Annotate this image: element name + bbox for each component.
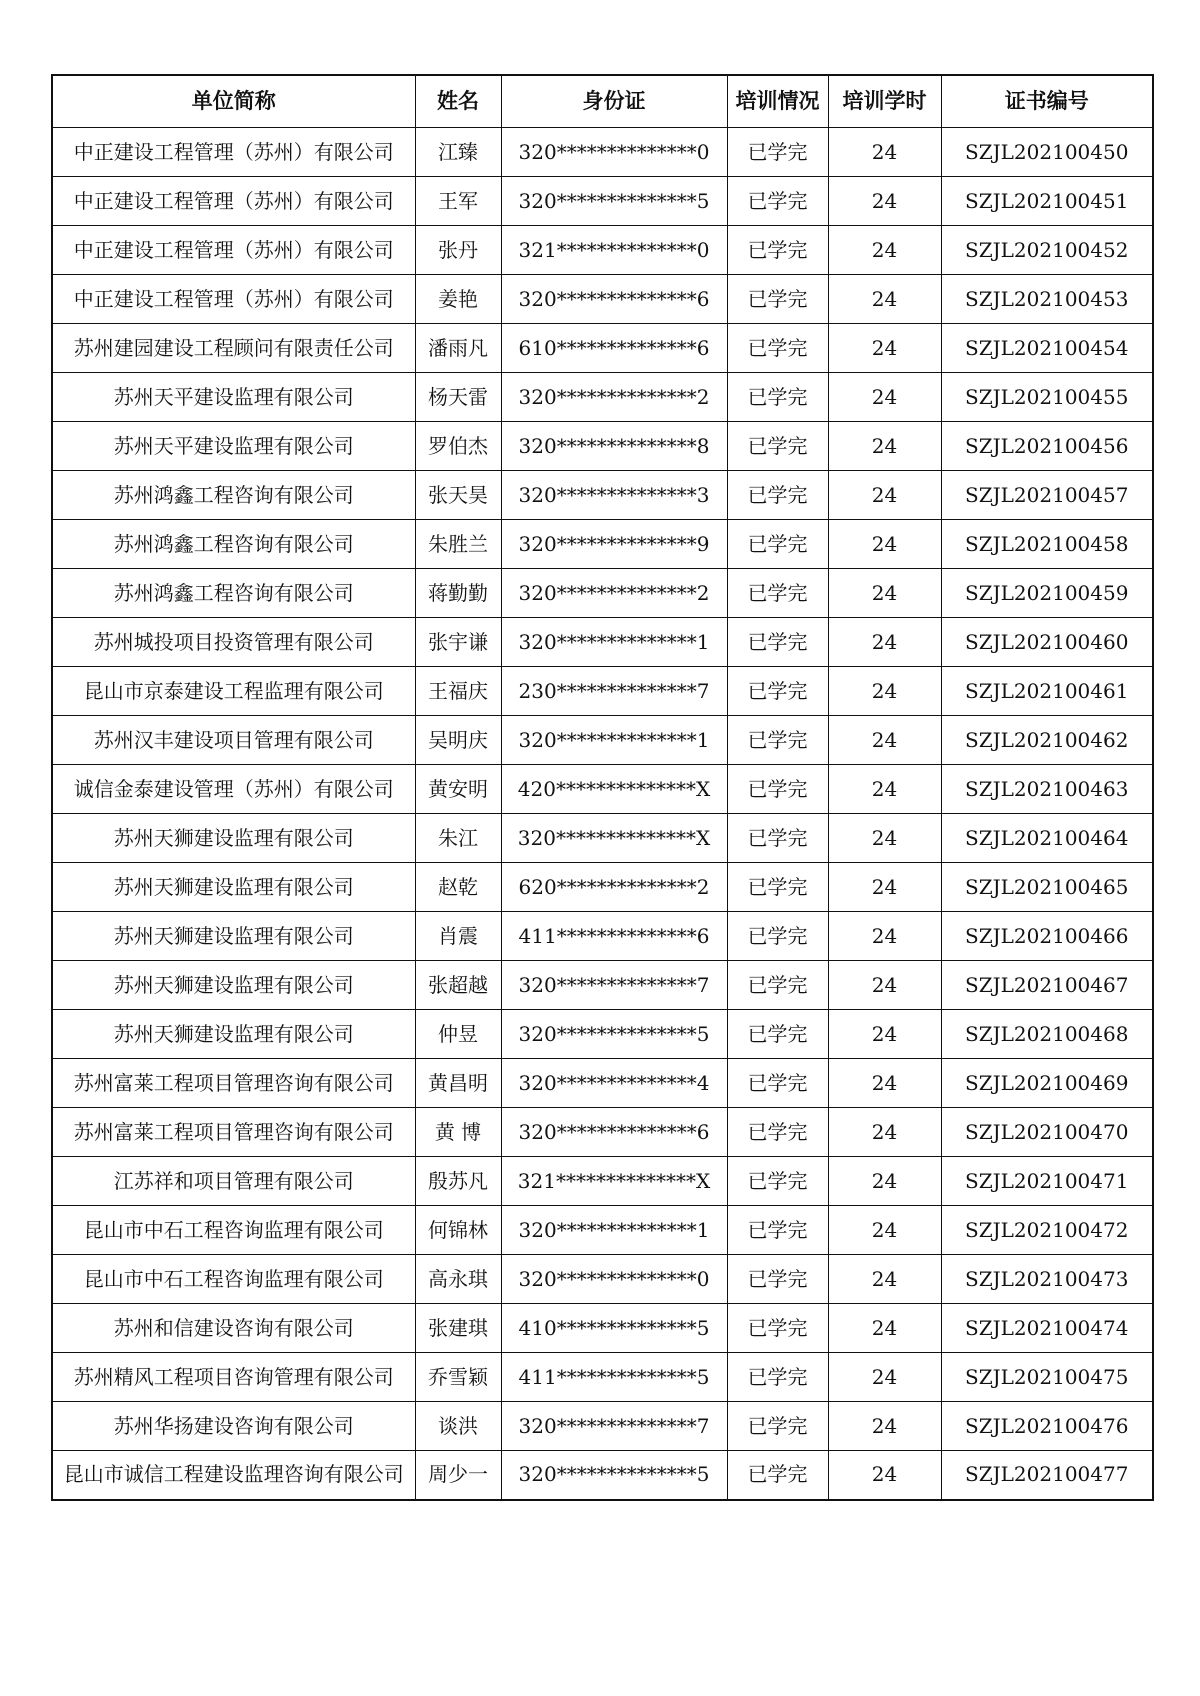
id-number-cell: 411**************6 <box>501 912 727 961</box>
id-number-cell: 320**************2 <box>501 569 727 618</box>
training-hours-cell: 24 <box>828 324 941 373</box>
training-status-cell: 已学完 <box>727 1402 828 1451</box>
certificate-number-cell: SZJL202100453 <box>941 275 1153 324</box>
name-cell: 吴明庆 <box>415 716 501 765</box>
training-roster-table <box>51 74 1154 1501</box>
certificate-number-cell: SZJL202100463 <box>941 765 1153 814</box>
company-cell: 昆山市中石工程咨询监理有限公司 <box>52 1255 415 1304</box>
training-hours-cell: 24 <box>828 814 941 863</box>
header-name: 姓名 <box>415 75 501 128</box>
id-number-cell: 230**************7 <box>501 667 727 716</box>
table-row <box>52 863 1153 912</box>
training-status-cell: 已学完 <box>727 1451 828 1500</box>
training-status-cell: 已学完 <box>727 667 828 716</box>
training-hours-cell: 24 <box>828 373 941 422</box>
header-row <box>52 75 1153 128</box>
company-cell: 苏州鸿鑫工程咨询有限公司 <box>52 520 415 569</box>
id-number-cell: 320**************0 <box>501 128 727 177</box>
certificate-number-cell: SZJL202100452 <box>941 226 1153 275</box>
training-hours-cell: 24 <box>828 1157 941 1206</box>
name-cell: 乔雪颖 <box>415 1353 501 1402</box>
certificate-number-cell: SZJL202100455 <box>941 373 1153 422</box>
training-hours-cell: 24 <box>828 1108 941 1157</box>
training-hours-cell: 24 <box>828 226 941 275</box>
name-cell: 张天昊 <box>415 471 501 520</box>
id-number-cell: 320**************5 <box>501 1451 727 1500</box>
training-status-cell: 已学完 <box>727 275 828 324</box>
company-cell: 苏州天平建设监理有限公司 <box>52 422 415 471</box>
table-row <box>52 422 1153 471</box>
training-status-cell: 已学完 <box>727 128 828 177</box>
training-status-cell: 已学完 <box>727 618 828 667</box>
name-cell: 江臻 <box>415 128 501 177</box>
training-hours-cell: 24 <box>828 1206 941 1255</box>
table-row <box>52 667 1153 716</box>
training-hours-cell: 24 <box>828 618 941 667</box>
training-hours-cell: 24 <box>828 1353 941 1402</box>
company-cell: 苏州天狮建设监理有限公司 <box>52 961 415 1010</box>
name-cell: 蒋勤勤 <box>415 569 501 618</box>
training-hours-cell: 24 <box>828 765 941 814</box>
certificate-number-cell: SZJL202100468 <box>941 1010 1153 1059</box>
training-status-cell: 已学完 <box>727 422 828 471</box>
certificate-number-cell: SZJL202100457 <box>941 471 1153 520</box>
name-cell: 殷苏凡 <box>415 1157 501 1206</box>
training-hours-cell: 24 <box>828 961 941 1010</box>
table-row <box>52 1206 1153 1255</box>
table-row <box>52 1059 1153 1108</box>
name-cell: 黄 博 <box>415 1108 501 1157</box>
name-cell: 王福庆 <box>415 667 501 716</box>
company-cell: 苏州天狮建设监理有限公司 <box>52 814 415 863</box>
company-cell: 苏州天狮建设监理有限公司 <box>52 863 415 912</box>
name-cell: 何锦林 <box>415 1206 501 1255</box>
company-cell: 苏州鸿鑫工程咨询有限公司 <box>52 569 415 618</box>
name-cell: 张丹 <box>415 226 501 275</box>
header-id-number: 身份证 <box>501 75 727 128</box>
id-number-cell: 320**************0 <box>501 1255 727 1304</box>
certificate-number-cell: SZJL202100467 <box>941 961 1153 1010</box>
certificate-number-cell: SZJL202100469 <box>941 1059 1153 1108</box>
name-cell: 谈洪 <box>415 1402 501 1451</box>
training-status-cell: 已学完 <box>727 324 828 373</box>
certificate-number-cell: SZJL202100456 <box>941 422 1153 471</box>
id-number-cell: 320**************7 <box>501 1402 727 1451</box>
id-number-cell: 420**************X <box>501 765 727 814</box>
certificate-number-cell: SZJL202100472 <box>941 1206 1153 1255</box>
training-status-cell: 已学完 <box>727 373 828 422</box>
training-hours-cell: 24 <box>828 863 941 912</box>
certificate-number-cell: SZJL202100454 <box>941 324 1153 373</box>
id-number-cell: 320**************5 <box>501 177 727 226</box>
company-cell: 昆山市中石工程咨询监理有限公司 <box>52 1206 415 1255</box>
name-cell: 杨天雷 <box>415 373 501 422</box>
table-row <box>52 1157 1153 1206</box>
table-row <box>52 324 1153 373</box>
table-body <box>52 128 1153 1500</box>
table-row <box>52 814 1153 863</box>
training-hours-cell: 24 <box>828 1304 941 1353</box>
name-cell: 肖震 <box>415 912 501 961</box>
company-cell: 苏州天狮建设监理有限公司 <box>52 912 415 961</box>
table-row <box>52 1304 1153 1353</box>
company-cell: 苏州和信建设咨询有限公司 <box>52 1304 415 1353</box>
table-row <box>52 373 1153 422</box>
table-row <box>52 1108 1153 1157</box>
id-number-cell: 321**************0 <box>501 226 727 275</box>
training-hours-cell: 24 <box>828 422 941 471</box>
name-cell: 张超越 <box>415 961 501 1010</box>
training-status-cell: 已学完 <box>727 814 828 863</box>
table-row <box>52 471 1153 520</box>
training-status-cell: 已学完 <box>727 716 828 765</box>
id-number-cell: 320**************2 <box>501 373 727 422</box>
training-status-cell: 已学完 <box>727 863 828 912</box>
training-hours-cell: 24 <box>828 1010 941 1059</box>
id-number-cell: 320**************6 <box>501 1108 727 1157</box>
table-row <box>52 765 1153 814</box>
table-row <box>52 1353 1153 1402</box>
company-cell: 苏州天狮建设监理有限公司 <box>52 1010 415 1059</box>
training-hours-cell: 24 <box>828 128 941 177</box>
certificate-number-cell: SZJL202100475 <box>941 1353 1153 1402</box>
training-status-cell: 已学完 <box>727 1059 828 1108</box>
table-row <box>52 1255 1153 1304</box>
id-number-cell: 411**************5 <box>501 1353 727 1402</box>
header-training-status: 培训情况 <box>727 75 828 128</box>
table-row <box>52 1010 1153 1059</box>
company-cell: 中正建设工程管理（苏州）有限公司 <box>52 226 415 275</box>
training-status-cell: 已学完 <box>727 1304 828 1353</box>
table-row <box>52 912 1153 961</box>
certificate-number-cell: SZJL202100461 <box>941 667 1153 716</box>
training-hours-cell: 24 <box>828 1451 941 1500</box>
training-hours-cell: 24 <box>828 275 941 324</box>
table-row <box>52 226 1153 275</box>
company-cell: 苏州富莱工程项目管理咨询有限公司 <box>52 1108 415 1157</box>
certificate-number-cell: SZJL202100465 <box>941 863 1153 912</box>
name-cell: 黄安明 <box>415 765 501 814</box>
training-status-cell: 已学完 <box>727 1206 828 1255</box>
training-hours-cell: 24 <box>828 912 941 961</box>
training-status-cell: 已学完 <box>727 765 828 814</box>
training-hours-cell: 24 <box>828 177 941 226</box>
training-status-cell: 已学完 <box>727 226 828 275</box>
training-status-cell: 已学完 <box>727 569 828 618</box>
company-cell: 诚信金泰建设管理（苏州）有限公司 <box>52 765 415 814</box>
company-cell: 苏州城投项目投资管理有限公司 <box>52 618 415 667</box>
id-number-cell: 320**************6 <box>501 275 727 324</box>
training-hours-cell: 24 <box>828 520 941 569</box>
id-number-cell: 320**************4 <box>501 1059 727 1108</box>
name-cell: 张宇谦 <box>415 618 501 667</box>
certificate-number-cell: SZJL202100477 <box>941 1451 1153 1500</box>
training-status-cell: 已学完 <box>727 1108 828 1157</box>
id-number-cell: 610**************6 <box>501 324 727 373</box>
training-hours-cell: 24 <box>828 569 941 618</box>
id-number-cell: 320**************1 <box>501 716 727 765</box>
name-cell: 姜艳 <box>415 275 501 324</box>
name-cell: 赵乾 <box>415 863 501 912</box>
company-cell: 中正建设工程管理（苏州）有限公司 <box>52 128 415 177</box>
training-status-cell: 已学完 <box>727 471 828 520</box>
name-cell: 仲昱 <box>415 1010 501 1059</box>
company-cell: 江苏祥和项目管理有限公司 <box>52 1157 415 1206</box>
training-status-cell: 已学完 <box>727 1010 828 1059</box>
name-cell: 高永琪 <box>415 1255 501 1304</box>
certificate-number-cell: SZJL202100474 <box>941 1304 1153 1353</box>
company-cell: 苏州华扬建设咨询有限公司 <box>52 1402 415 1451</box>
certificate-number-cell: SZJL202100466 <box>941 912 1153 961</box>
company-cell: 苏州鸿鑫工程咨询有限公司 <box>52 471 415 520</box>
training-hours-cell: 24 <box>828 471 941 520</box>
name-cell: 潘雨凡 <box>415 324 501 373</box>
table-row <box>52 275 1153 324</box>
certificate-number-cell: SZJL202100451 <box>941 177 1153 226</box>
certificate-number-cell: SZJL202100471 <box>941 1157 1153 1206</box>
certificate-number-cell: SZJL202100460 <box>941 618 1153 667</box>
certificate-number-cell: SZJL202100450 <box>941 128 1153 177</box>
training-status-cell: 已学完 <box>727 520 828 569</box>
certificate-number-cell: SZJL202100462 <box>941 716 1153 765</box>
company-cell: 昆山市诚信工程建设监理咨询有限公司 <box>52 1451 415 1500</box>
company-cell: 苏州汉丰建设项目管理有限公司 <box>52 716 415 765</box>
header-company: 单位简称 <box>52 75 415 128</box>
company-cell: 苏州天平建设监理有限公司 <box>52 373 415 422</box>
table-row <box>52 569 1153 618</box>
certificate-number-cell: SZJL202100470 <box>941 1108 1153 1157</box>
training-status-cell: 已学完 <box>727 1353 828 1402</box>
name-cell: 朱江 <box>415 814 501 863</box>
table-row <box>52 520 1153 569</box>
training-hours-cell: 24 <box>828 1255 941 1304</box>
table-row <box>52 1451 1153 1500</box>
table-row <box>52 177 1153 226</box>
training-hours-cell: 24 <box>828 667 941 716</box>
company-cell: 苏州建园建设工程顾问有限责任公司 <box>52 324 415 373</box>
company-cell: 昆山市京泰建设工程监理有限公司 <box>52 667 415 716</box>
training-hours-cell: 24 <box>828 1059 941 1108</box>
id-number-cell: 320**************5 <box>501 1010 727 1059</box>
company-cell: 苏州富莱工程项目管理咨询有限公司 <box>52 1059 415 1108</box>
id-number-cell: 620**************2 <box>501 863 727 912</box>
name-cell: 张建琪 <box>415 1304 501 1353</box>
training-hours-cell: 24 <box>828 1402 941 1451</box>
table-row <box>52 1402 1153 1451</box>
name-cell: 周少一 <box>415 1451 501 1500</box>
training-status-cell: 已学完 <box>727 177 828 226</box>
table-row <box>52 618 1153 667</box>
header-training-hours: 培训学时 <box>828 75 941 128</box>
certificate-number-cell: SZJL202100464 <box>941 814 1153 863</box>
id-number-cell: 320**************3 <box>501 471 727 520</box>
id-number-cell: 410**************5 <box>501 1304 727 1353</box>
id-number-cell: 320**************8 <box>501 422 727 471</box>
certificate-number-cell: SZJL202100476 <box>941 1402 1153 1451</box>
id-number-cell: 320**************X <box>501 814 727 863</box>
company-cell: 中正建设工程管理（苏州）有限公司 <box>52 275 415 324</box>
id-number-cell: 320**************1 <box>501 618 727 667</box>
table-row <box>52 716 1153 765</box>
name-cell: 朱胜兰 <box>415 520 501 569</box>
name-cell: 黄昌明 <box>415 1059 501 1108</box>
id-number-cell: 320**************9 <box>501 520 727 569</box>
name-cell: 王军 <box>415 177 501 226</box>
id-number-cell: 321**************X <box>501 1157 727 1206</box>
company-cell: 苏州精风工程项目咨询管理有限公司 <box>52 1353 415 1402</box>
id-number-cell: 320**************1 <box>501 1206 727 1255</box>
training-status-cell: 已学完 <box>727 1255 828 1304</box>
header-certificate-number: 证书编号 <box>941 75 1153 128</box>
id-number-cell: 320**************7 <box>501 961 727 1010</box>
training-status-cell: 已学完 <box>727 961 828 1010</box>
name-cell: 罗伯杰 <box>415 422 501 471</box>
table-row <box>52 961 1153 1010</box>
training-status-cell: 已学完 <box>727 912 828 961</box>
table-row <box>52 128 1153 177</box>
training-hours-cell: 24 <box>828 716 941 765</box>
certificate-number-cell: SZJL202100458 <box>941 520 1153 569</box>
certificate-number-cell: SZJL202100473 <box>941 1255 1153 1304</box>
company-cell: 中正建设工程管理（苏州）有限公司 <box>52 177 415 226</box>
training-status-cell: 已学完 <box>727 1157 828 1206</box>
certificate-number-cell: SZJL202100459 <box>941 569 1153 618</box>
table-header <box>52 75 1153 128</box>
